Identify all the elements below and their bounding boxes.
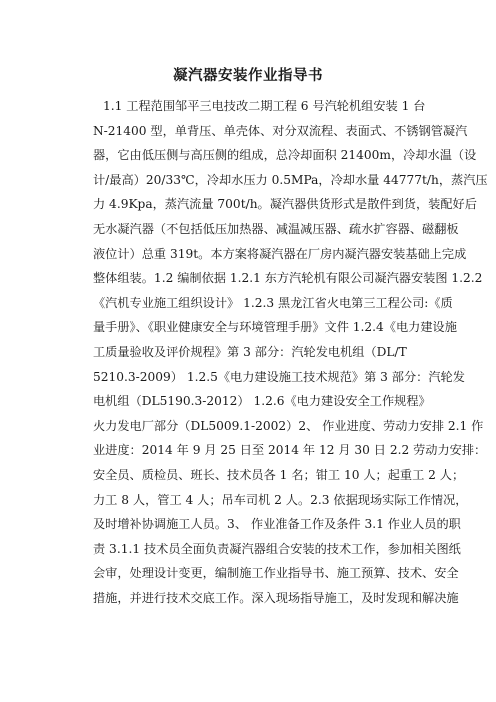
document-title: 凝汽器安装作业指导书 — [173, 67, 323, 84]
text-line: 力 4.9Kpa，蒸汽流量 700t/h。凝汽器供货形式是散件到货，装配好后 — [93, 197, 477, 212]
text-line: N-21400 型，单背压、单壳体、对分双流程、表面式、不锈钢管凝汽 — [93, 123, 468, 138]
document-body — [93, 94, 488, 610]
text-line: 5210.3-2009） 1.2.5《电力建设施工技术规范》第 3 部分：汽轮发 — [93, 369, 465, 384]
text-line: 计/最高）20/33℃，冷却水压力 0.5MPa，冷却水量 44777t/h，蒸汽压 — [93, 172, 488, 187]
text-line: 液位计）总重 319t。本方案将凝汽器在厂房内凝汽器安装基础上完成 — [93, 246, 467, 261]
text-line: 业进度：2014 年 9 月 25 日至 2014 年 12 月 30 日 2.2 劳动力安排： — [93, 443, 487, 458]
text-line: 器，它由低压侧与高压侧的组成，总冷却面积 21400m，冷却水温（设 — [93, 148, 477, 163]
text-line: 无水凝汽器（不包括低压加热器、减温减压器、疏水扩容器、磁翻板 — [93, 221, 459, 236]
text-line: 工质量验收及评价规程》第 3 部分：汽轮发电机组（DL/T — [93, 344, 407, 359]
text-line: 整体组装。1.2 编制依据 1.2.1 东方汽轮机有限公司凝汽器安装图 1.2.2 — [93, 271, 483, 286]
text-line: 电机组（DL5190.3-2012） 1.2.6《电力建设安全工作规程》 — [93, 394, 431, 409]
text-line: 会审，处理设计变更，编制施工作业指导书、施工预算、技术、安全 — [93, 566, 459, 581]
text-line: 安全员、质检员、班长、技术员各 1 名；钳工 10 人；起重工 2 人； — [93, 467, 465, 482]
text-line: 《汽机专业施工组织设计》 1.2.3 黑龙江省火电第三工程公司:《质 — [93, 295, 453, 310]
text-line: 力工 8 人，管工 4 人；吊车司机 2 人。2.3 依据现场实际工作情况， — [93, 492, 468, 507]
text-line: 措施，并进行技术交底工作。深入现场指导施工，及时发现和解决施 — [93, 590, 459, 605]
text-line: 责 3.1.1 技术员全面负责凝汽器组合安装的技术工作，参加相关图纸 — [93, 541, 461, 556]
text-line: 1.1 工程范围邹平三电技改二期工程 6 号汽轮机组安装 1 台 — [103, 99, 426, 113]
text-line: 及时增补协调施工人员。3、 作业准备工作及条件 3.1 作业人员的职 — [93, 517, 461, 532]
text-line: 火力发电厂部分（DL5009.1-2002）2、 作业进度、劳动力安排 2.1 作 — [93, 418, 484, 433]
text-line: 量手册》、《职业健康安全与环境管理手册》文件 1.2.4《电力建设施 — [93, 320, 457, 335]
